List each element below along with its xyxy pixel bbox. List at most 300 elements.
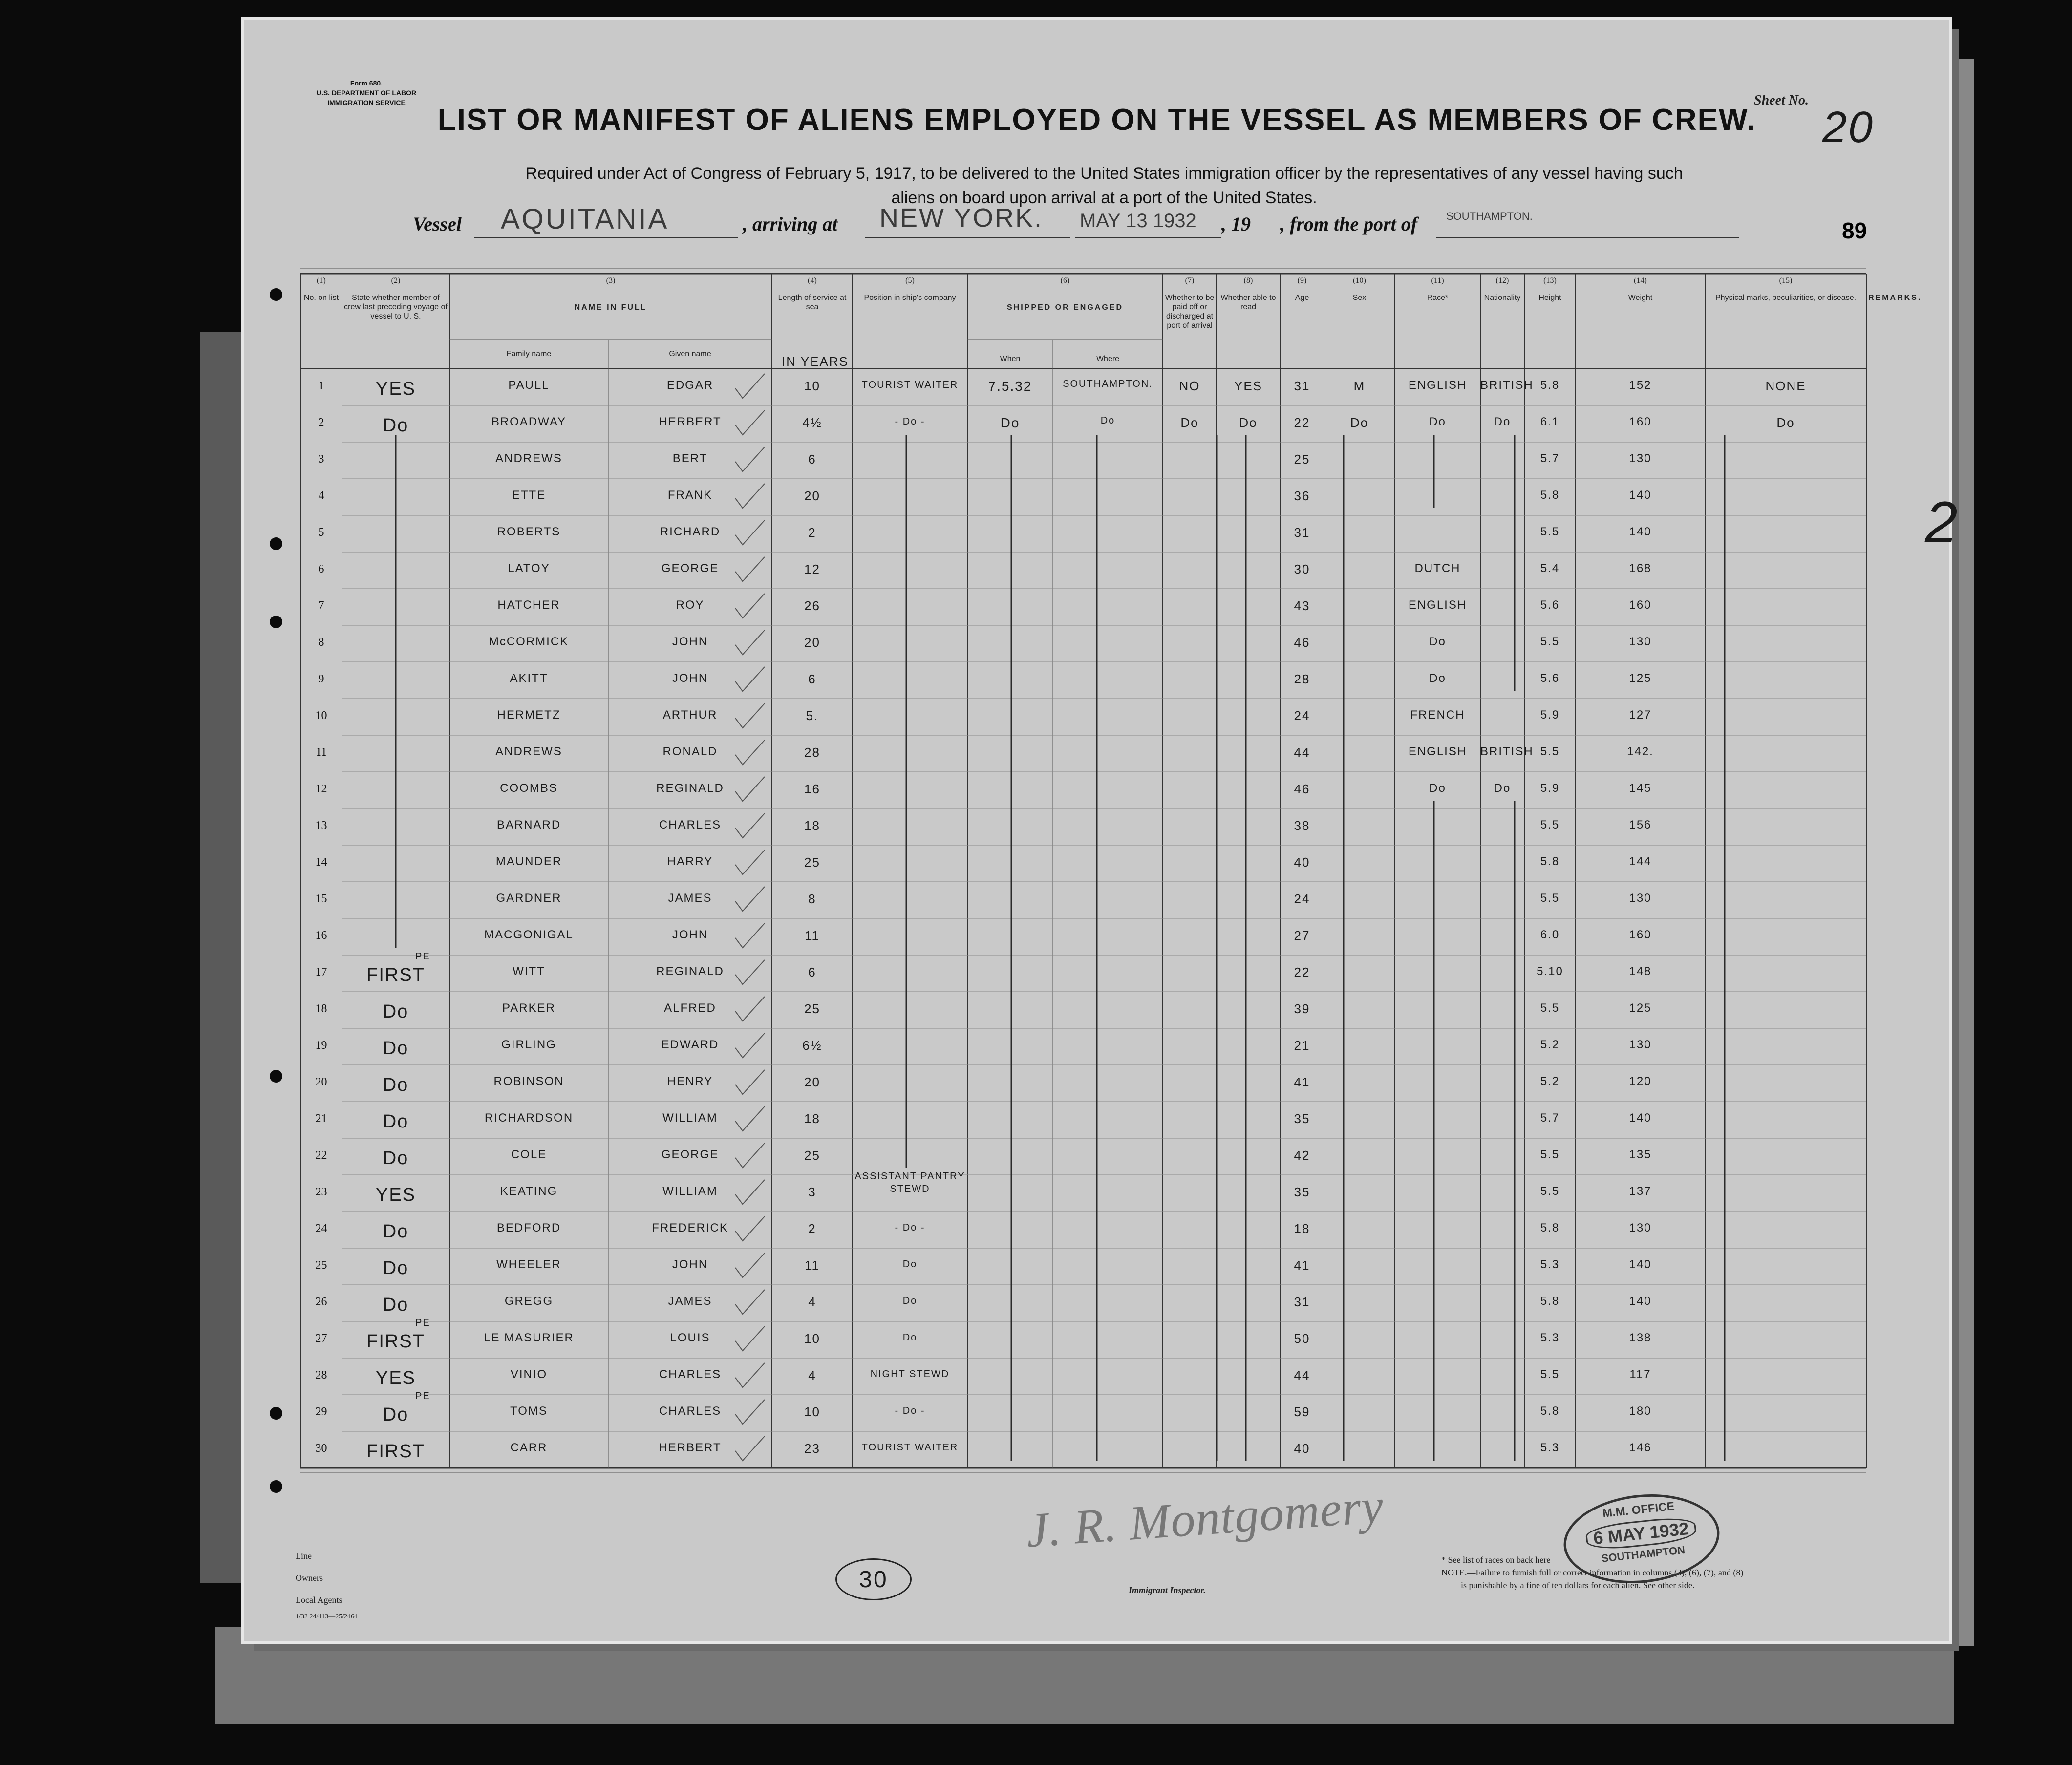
row-number: 9 [318, 673, 324, 685]
given-name-cell: JAMES [668, 1295, 712, 1308]
form-number: Form 680. [350, 79, 383, 87]
given-name-cell: BERT [672, 452, 708, 465]
age-cell: 39 [1294, 1001, 1310, 1016]
row-number: 23 [315, 1186, 327, 1198]
row-number: 21 [315, 1112, 327, 1125]
row-number: 18 [315, 1002, 327, 1015]
column-header: Whether able to read [1220, 294, 1276, 311]
race-cell: FRENCH [1410, 708, 1465, 722]
department: U.S. DEPARTMENT OF LABOR [316, 89, 417, 97]
subheader-in-years: IN YEARS [782, 354, 849, 369]
service-years-cell: 20 [804, 1075, 820, 1089]
age-cell: 41 [1294, 1258, 1310, 1273]
weight-cell: 130 [1629, 452, 1652, 465]
service-years-cell: 6 [808, 965, 816, 979]
weight-cell: 127 [1629, 708, 1652, 722]
manifest-table [244, 20, 1949, 1641]
position-cell: TOURIST WAITER [861, 380, 959, 390]
weight-cell: 130 [1629, 1038, 1652, 1051]
age-cell: 22 [1294, 415, 1310, 430]
family-name-cell: PAULL [508, 379, 550, 392]
service-years-cell: 2 [808, 525, 816, 540]
column-number: (6) [1060, 276, 1070, 285]
nationality-cell: BRITISH [1480, 745, 1534, 758]
row-number: 14 [315, 856, 327, 869]
column-number: (13) [1543, 276, 1557, 285]
underlying-page-left [200, 332, 244, 1583]
age-cell: 50 [1294, 1331, 1310, 1346]
column-header: Position in ship's company [864, 294, 956, 302]
race-cell: DUTCH [1414, 562, 1461, 575]
height-cell: 5.5 [1540, 1148, 1560, 1161]
service-years-cell: 8 [808, 892, 816, 906]
column-number: (5) [905, 276, 915, 285]
height-cell: 5.8 [1540, 1295, 1560, 1308]
weight-cell: 140 [1629, 1258, 1652, 1271]
height-cell: 5.7 [1540, 452, 1560, 465]
age-cell: 21 [1294, 1038, 1310, 1053]
weight-cell: 117 [1629, 1368, 1651, 1381]
line-label: Line [296, 1551, 312, 1561]
sheet-number: 20 [1822, 103, 1875, 152]
service-years-cell: 10 [804, 1331, 820, 1346]
row-number: 20 [315, 1076, 327, 1088]
service-years-cell: 3 [808, 1185, 816, 1199]
weight-cell: 156 [1629, 818, 1652, 831]
family-name-cell: AKITT [510, 672, 548, 685]
family-name-cell: HERMETZ [497, 708, 561, 722]
position-cell: TOURIST WAITER [861, 1442, 959, 1453]
given-name-cell: ARTHUR [662, 708, 718, 722]
inspector-signature: J. R. Montgomery [1025, 1478, 1386, 1558]
agents-label: Local Agents [296, 1595, 342, 1605]
family-name-cell: LATOY [508, 562, 550, 575]
height-cell: 5.3 [1540, 1441, 1560, 1454]
column-header: Age [1295, 294, 1309, 302]
age-cell: 24 [1294, 892, 1310, 906]
given-name-cell: JOHN [672, 928, 708, 941]
race-cell: Do [1429, 635, 1446, 648]
weight-cell: 140 [1629, 1295, 1652, 1308]
position-cell: NIGHT STEWD [870, 1369, 950, 1380]
row-number: 29 [315, 1405, 327, 1418]
column-header: NAME IN FULL [574, 303, 647, 312]
weight-cell: 160 [1629, 415, 1652, 428]
given-name-cell: RICHARD [660, 525, 721, 538]
height-cell: 5.6 [1540, 672, 1560, 685]
age-cell: 28 [1294, 672, 1310, 686]
family-name-cell: BROADWAY [491, 415, 567, 428]
column-header: Height [1538, 294, 1561, 302]
age-cell: 43 [1294, 598, 1310, 613]
column-number: (9) [1297, 276, 1307, 285]
service-years-cell: 23 [804, 1441, 820, 1456]
service-years-cell: 18 [804, 818, 820, 833]
family-name-cell: ETTE [512, 489, 546, 502]
height-cell: 5.5 [1540, 818, 1560, 831]
age-cell: 31 [1294, 525, 1310, 540]
weight-cell: 180 [1629, 1404, 1652, 1418]
paid-off-cell: NO [1179, 379, 1200, 393]
row-number: 11 [315, 746, 327, 759]
prev-voyage-cell: Do [383, 1038, 409, 1059]
position-cell: Do [902, 1259, 918, 1270]
family-name-cell: COOMBS [500, 782, 558, 795]
column-number: (12) [1495, 276, 1509, 285]
family-name-cell: BEDFORD [496, 1221, 561, 1234]
service-years-cell: 4 [808, 1368, 816, 1382]
column-number: (3) [606, 276, 616, 285]
prev-voyage-cell: YES [375, 379, 416, 399]
prev-voyage-cell: FIRST [366, 1331, 425, 1352]
vessel-name: AQUITANIA [501, 203, 669, 235]
height-cell: 5.8 [1540, 1221, 1560, 1234]
height-cell: 5.9 [1540, 708, 1560, 722]
given-name-cell: JOHN [672, 1258, 708, 1271]
row-number: 16 [315, 929, 327, 942]
height-cell: 5.5 [1540, 1368, 1560, 1381]
row-number: 13 [315, 819, 327, 832]
position-cell: ASSISTANT PANTRY STEWD [854, 1171, 965, 1194]
weight-cell: 160 [1629, 598, 1652, 612]
service-years-cell: 25 [804, 855, 820, 870]
sex-cell: Do [1350, 415, 1369, 430]
note-fine-cont: is punishable by a fine of ten dollars for each alien. See other side. [1461, 1580, 1695, 1590]
height-cell: 6.1 [1540, 415, 1560, 428]
age-cell: 41 [1294, 1075, 1310, 1089]
family-name-cell: HATCHER [497, 598, 560, 612]
row-number: 6 [318, 563, 324, 575]
weight-cell: 125 [1629, 672, 1652, 685]
page-number: 89 [1842, 218, 1867, 243]
race-cell: ENGLISH [1408, 379, 1467, 392]
family-name-cell: GIRLING [501, 1038, 556, 1051]
shipped-where-cell: Do [1100, 415, 1115, 426]
row-number: 15 [315, 893, 327, 905]
shipped-where-cell: SOUTHAMPTON. [1063, 379, 1153, 389]
age-cell: 44 [1294, 745, 1310, 760]
given-name-cell: EDGAR [666, 379, 714, 392]
given-name-cell: WILLIAM [662, 1185, 718, 1198]
physical-marks-cell: NONE [1765, 379, 1806, 393]
service-years-cell: 26 [804, 598, 820, 613]
weight-cell: 160 [1629, 928, 1652, 941]
service-years-cell: 18 [804, 1111, 820, 1126]
given-name-cell: HERBERT [659, 1441, 722, 1454]
row-number: 12 [315, 783, 327, 795]
prev-voyage-cell: Do [383, 1148, 409, 1169]
age-cell: 36 [1294, 489, 1310, 503]
sheet-number-label: Sheet No. [1754, 93, 1809, 108]
family-name-cell: GARDNER [496, 892, 562, 905]
note-fine: NOTE.—Failure to furnish full or correct information in columns (3), (6), (7), and (8) [1441, 1568, 1744, 1577]
punch-hole [270, 288, 282, 301]
height-cell: 5.8 [1540, 1404, 1560, 1418]
family-name-cell: GREGG [504, 1295, 554, 1308]
column-number: (11) [1431, 276, 1444, 285]
service-years-cell: 25 [804, 1001, 820, 1016]
height-cell: 5.5 [1540, 635, 1560, 648]
weight-cell: 120 [1629, 1075, 1652, 1088]
prev-voyage-cell: Do [383, 1111, 409, 1132]
given-name-cell: ROY [676, 598, 705, 612]
given-name-cell: CHARLES [659, 818, 722, 831]
height-cell: 5.10 [1537, 965, 1563, 978]
height-cell: 5.9 [1540, 782, 1560, 795]
height-cell: 5.8 [1540, 379, 1560, 392]
prev-voyage-cell: Do [383, 415, 409, 436]
prev-voyage-cell: Do [383, 1221, 409, 1242]
arrival-port: NEW YORK. [879, 203, 1044, 233]
nationality-cell: Do [1494, 415, 1511, 428]
height-cell: 5.4 [1540, 562, 1560, 575]
weight-cell: 137 [1629, 1185, 1652, 1198]
column-number: (10) [1353, 276, 1366, 285]
column-number: (15) [1779, 276, 1793, 285]
service-years-cell: 20 [804, 489, 820, 503]
weight-cell: 140 [1629, 1111, 1652, 1125]
family-name-cell: VINIO [510, 1368, 548, 1381]
family-name-cell: BARNARD [496, 818, 561, 831]
given-name-cell: JAMES [668, 892, 712, 905]
height-cell: 6.0 [1540, 928, 1560, 941]
departure-port: SOUTHAMPTON. [1446, 210, 1533, 222]
row-number: 5 [318, 526, 324, 539]
sex-cell: M [1353, 379, 1366, 393]
age-cell: 38 [1294, 818, 1310, 833]
punch-hole [270, 1070, 282, 1083]
able-to-read-cell: YES [1234, 379, 1263, 393]
race-cell: ENGLISH [1408, 745, 1467, 758]
family-name-cell: TOMS [510, 1404, 548, 1418]
given-name-cell: ALFRED [664, 1001, 716, 1015]
column-number: (8) [1243, 276, 1253, 285]
weight-cell: 140 [1629, 489, 1652, 502]
weight-cell: 130 [1629, 1221, 1652, 1234]
height-cell: 5.3 [1540, 1331, 1560, 1344]
column-number: (4) [808, 276, 817, 285]
age-cell: 31 [1294, 1295, 1310, 1309]
row-number: 26 [315, 1296, 327, 1308]
nationality-cell: BRITISH [1480, 379, 1534, 392]
given-name-cell: FREDERICK [652, 1221, 728, 1234]
underlying-page [215, 1627, 1954, 1724]
family-name-cell: ANDREWS [495, 745, 562, 758]
age-cell: 46 [1294, 782, 1310, 796]
column-header: Length of service at sea [778, 294, 847, 311]
age-cell: 35 [1294, 1185, 1310, 1199]
subheader-when: When [1000, 355, 1021, 363]
given-name-cell: JOHN [672, 672, 708, 685]
height-cell: 5.8 [1540, 855, 1560, 868]
height-cell: 5.3 [1540, 1258, 1560, 1271]
position-cell: - Do - [895, 1222, 925, 1233]
race-cell: Do [1429, 415, 1446, 428]
given-name-cell: HENRY [667, 1075, 713, 1088]
given-name-cell: LOUIS [670, 1331, 710, 1344]
owners-label: Owners [296, 1573, 323, 1583]
height-cell: 5.2 [1540, 1038, 1560, 1051]
service-years-cell: 10 [804, 1404, 820, 1419]
service-years-cell: 28 [804, 745, 820, 760]
manifest-sheet [244, 20, 1959, 1641]
prev-voyage-cell: Do [383, 1295, 409, 1315]
footer-note [1441, 1553, 1881, 1592]
position-cell: Do [902, 1296, 918, 1306]
service-years-cell: 10 [804, 379, 820, 393]
race-cell: ENGLISH [1408, 598, 1467, 612]
subtitle-line-1: Required under Act of Congress of February 5, 1917, to be delivered to the United States immigration officer by the representatives of any vessel having such [525, 164, 1683, 183]
prev-voyage-note: PE [415, 1391, 430, 1402]
prev-voyage-cell: Do [383, 1001, 409, 1022]
punch-hole [270, 1407, 282, 1420]
margin-mark: 2 [1925, 489, 1959, 555]
given-name-cell: REGINALD [656, 965, 724, 978]
service-name: IMMIGRATION SERVICE [327, 99, 406, 106]
nationality-cell: Do [1494, 782, 1511, 795]
weight-cell: 148 [1629, 965, 1652, 978]
subtitle-line-2: aliens on board upon arrival at a port of the United States. [891, 189, 1317, 207]
age-cell: 18 [1294, 1221, 1310, 1236]
given-name-cell: HERBERT [659, 415, 722, 428]
service-years-cell: 6½ [802, 1038, 822, 1053]
column-header: Nationality [1484, 294, 1521, 302]
service-years-cell: 16 [804, 782, 820, 796]
given-name-cell: JOHN [672, 635, 708, 648]
family-name-cell: WITT [513, 965, 545, 978]
column-header: REMARKS. [1868, 294, 1922, 302]
punch-hole [270, 616, 282, 628]
given-name-cell: RONALD [662, 745, 718, 758]
row-number: 25 [315, 1259, 327, 1272]
total-circle [835, 1558, 912, 1600]
position-cell: Do [902, 1332, 918, 1343]
prev-voyage-note: PE [415, 951, 430, 962]
stamp-date: 6 MAY 1932 [1585, 1515, 1697, 1552]
given-name-cell: REGINALD [656, 782, 724, 795]
column-header: Race* [1427, 294, 1449, 302]
row-number: 1 [318, 380, 324, 392]
family-name-cell: WHEELER [496, 1258, 561, 1271]
physical-marks-cell: Do [1776, 415, 1795, 430]
weight-cell: 142. [1627, 745, 1654, 758]
service-years-cell: 25 [804, 1148, 820, 1163]
print-code: 1/32 24/413—25/2464 [296, 1613, 358, 1620]
age-cell: 24 [1294, 708, 1310, 723]
family-name-cell: MACGONIGAL [484, 928, 574, 941]
weight-cell: 125 [1629, 1001, 1652, 1015]
age-cell: 22 [1294, 965, 1310, 979]
subheader-family: Family name [506, 350, 552, 358]
row-number: 28 [315, 1369, 327, 1382]
family-name-cell: LE MASURIER [484, 1331, 574, 1344]
weight-cell: 138 [1629, 1331, 1652, 1344]
punch-hole [270, 1480, 282, 1493]
subheader-where: Where [1096, 355, 1120, 363]
weight-cell: 130 [1629, 892, 1652, 905]
column-header: Physical marks, peculiarities, or disease. [1715, 294, 1857, 302]
year-label: , 19 [1221, 213, 1251, 235]
weight-cell: 145 [1629, 782, 1652, 795]
shipped-when-cell: Do [1000, 415, 1020, 430]
weight-cell: 144 [1629, 855, 1652, 868]
family-name-cell: RICHARDSON [484, 1111, 574, 1125]
shipped-when-cell: 7.5.32 [988, 379, 1032, 394]
family-name-cell: ROBINSON [493, 1075, 564, 1088]
arriving-label: , arriving at [743, 213, 838, 235]
able-to-read-cell: Do [1239, 415, 1258, 430]
given-name-cell: WILLIAM [662, 1111, 718, 1125]
vessel-label: Vessel [413, 213, 462, 235]
weight-cell: 130 [1629, 635, 1652, 648]
age-cell: 59 [1294, 1404, 1310, 1419]
age-cell: 40 [1294, 855, 1310, 870]
race-cell: Do [1429, 782, 1446, 795]
stamp-place: SOUTHAMPTON [1601, 1543, 1686, 1565]
prev-voyage-cell: YES [375, 1368, 416, 1388]
inspector-label: Immigrant Inspector. [1129, 1585, 1206, 1595]
row-number: 3 [318, 453, 324, 466]
service-years-cell: 6 [808, 452, 816, 467]
service-years-cell: 2 [808, 1221, 816, 1236]
prev-voyage-cell: Do [383, 1404, 409, 1425]
service-years-cell: 11 [805, 928, 820, 943]
service-years-cell: 6 [808, 672, 816, 686]
prev-voyage-cell: FIRST [366, 965, 425, 985]
row-number: 8 [318, 636, 324, 649]
given-name-cell: CHARLES [659, 1404, 722, 1418]
column-header: SHIPPED OR ENGAGED [1006, 303, 1124, 312]
age-cell: 44 [1294, 1368, 1310, 1382]
height-cell: 5.5 [1540, 525, 1560, 538]
prev-voyage-cell: Do [383, 1258, 409, 1278]
row-number: 27 [315, 1332, 327, 1345]
family-name-cell: PARKER [502, 1001, 555, 1015]
paid-off-cell: Do [1180, 415, 1199, 430]
prev-voyage-cell: FIRST [366, 1441, 425, 1462]
punch-hole [270, 537, 282, 550]
family-name-cell: McCORMICK [489, 635, 569, 648]
height-cell: 5.5 [1540, 1185, 1560, 1198]
age-cell: 42 [1294, 1148, 1310, 1163]
height-cell: 5.5 [1540, 892, 1560, 905]
age-cell: 40 [1294, 1441, 1310, 1456]
weight-cell: 168 [1629, 562, 1652, 575]
given-name-cell: FRANK [667, 489, 713, 502]
column-header: State whether member of crew last preceding voyage of vessel to U. S. [344, 294, 448, 320]
row-number: 7 [318, 599, 324, 612]
column-header: Whether to be paid off or discharged at port of arrival [1165, 294, 1215, 330]
height-cell: 5.5 [1540, 745, 1560, 758]
age-cell: 25 [1294, 452, 1310, 467]
weight-cell: 140 [1629, 525, 1652, 538]
family-name-cell: MAUNDER [495, 855, 562, 868]
height-cell: 5.2 [1540, 1075, 1560, 1088]
family-name-cell: ANDREWS [495, 452, 562, 465]
prev-voyage-note: PE [415, 1318, 430, 1328]
family-name-cell: COLE [511, 1148, 547, 1161]
prev-voyage-cell: YES [375, 1185, 416, 1205]
service-years-cell: 4 [808, 1295, 816, 1309]
column-number: (14) [1634, 276, 1647, 285]
prev-voyage-cell: Do [383, 1075, 409, 1095]
weight-cell: 135 [1629, 1148, 1652, 1161]
column-header: Weight [1628, 294, 1653, 302]
column-number: (1) [317, 276, 326, 285]
age-cell: 31 [1294, 379, 1310, 393]
page-title: LIST OR MANIFEST OF ALIENS EMPLOYED ON THE VESSEL AS MEMBERS OF CREW. [437, 103, 1756, 137]
family-name-cell: CARR [510, 1441, 548, 1454]
